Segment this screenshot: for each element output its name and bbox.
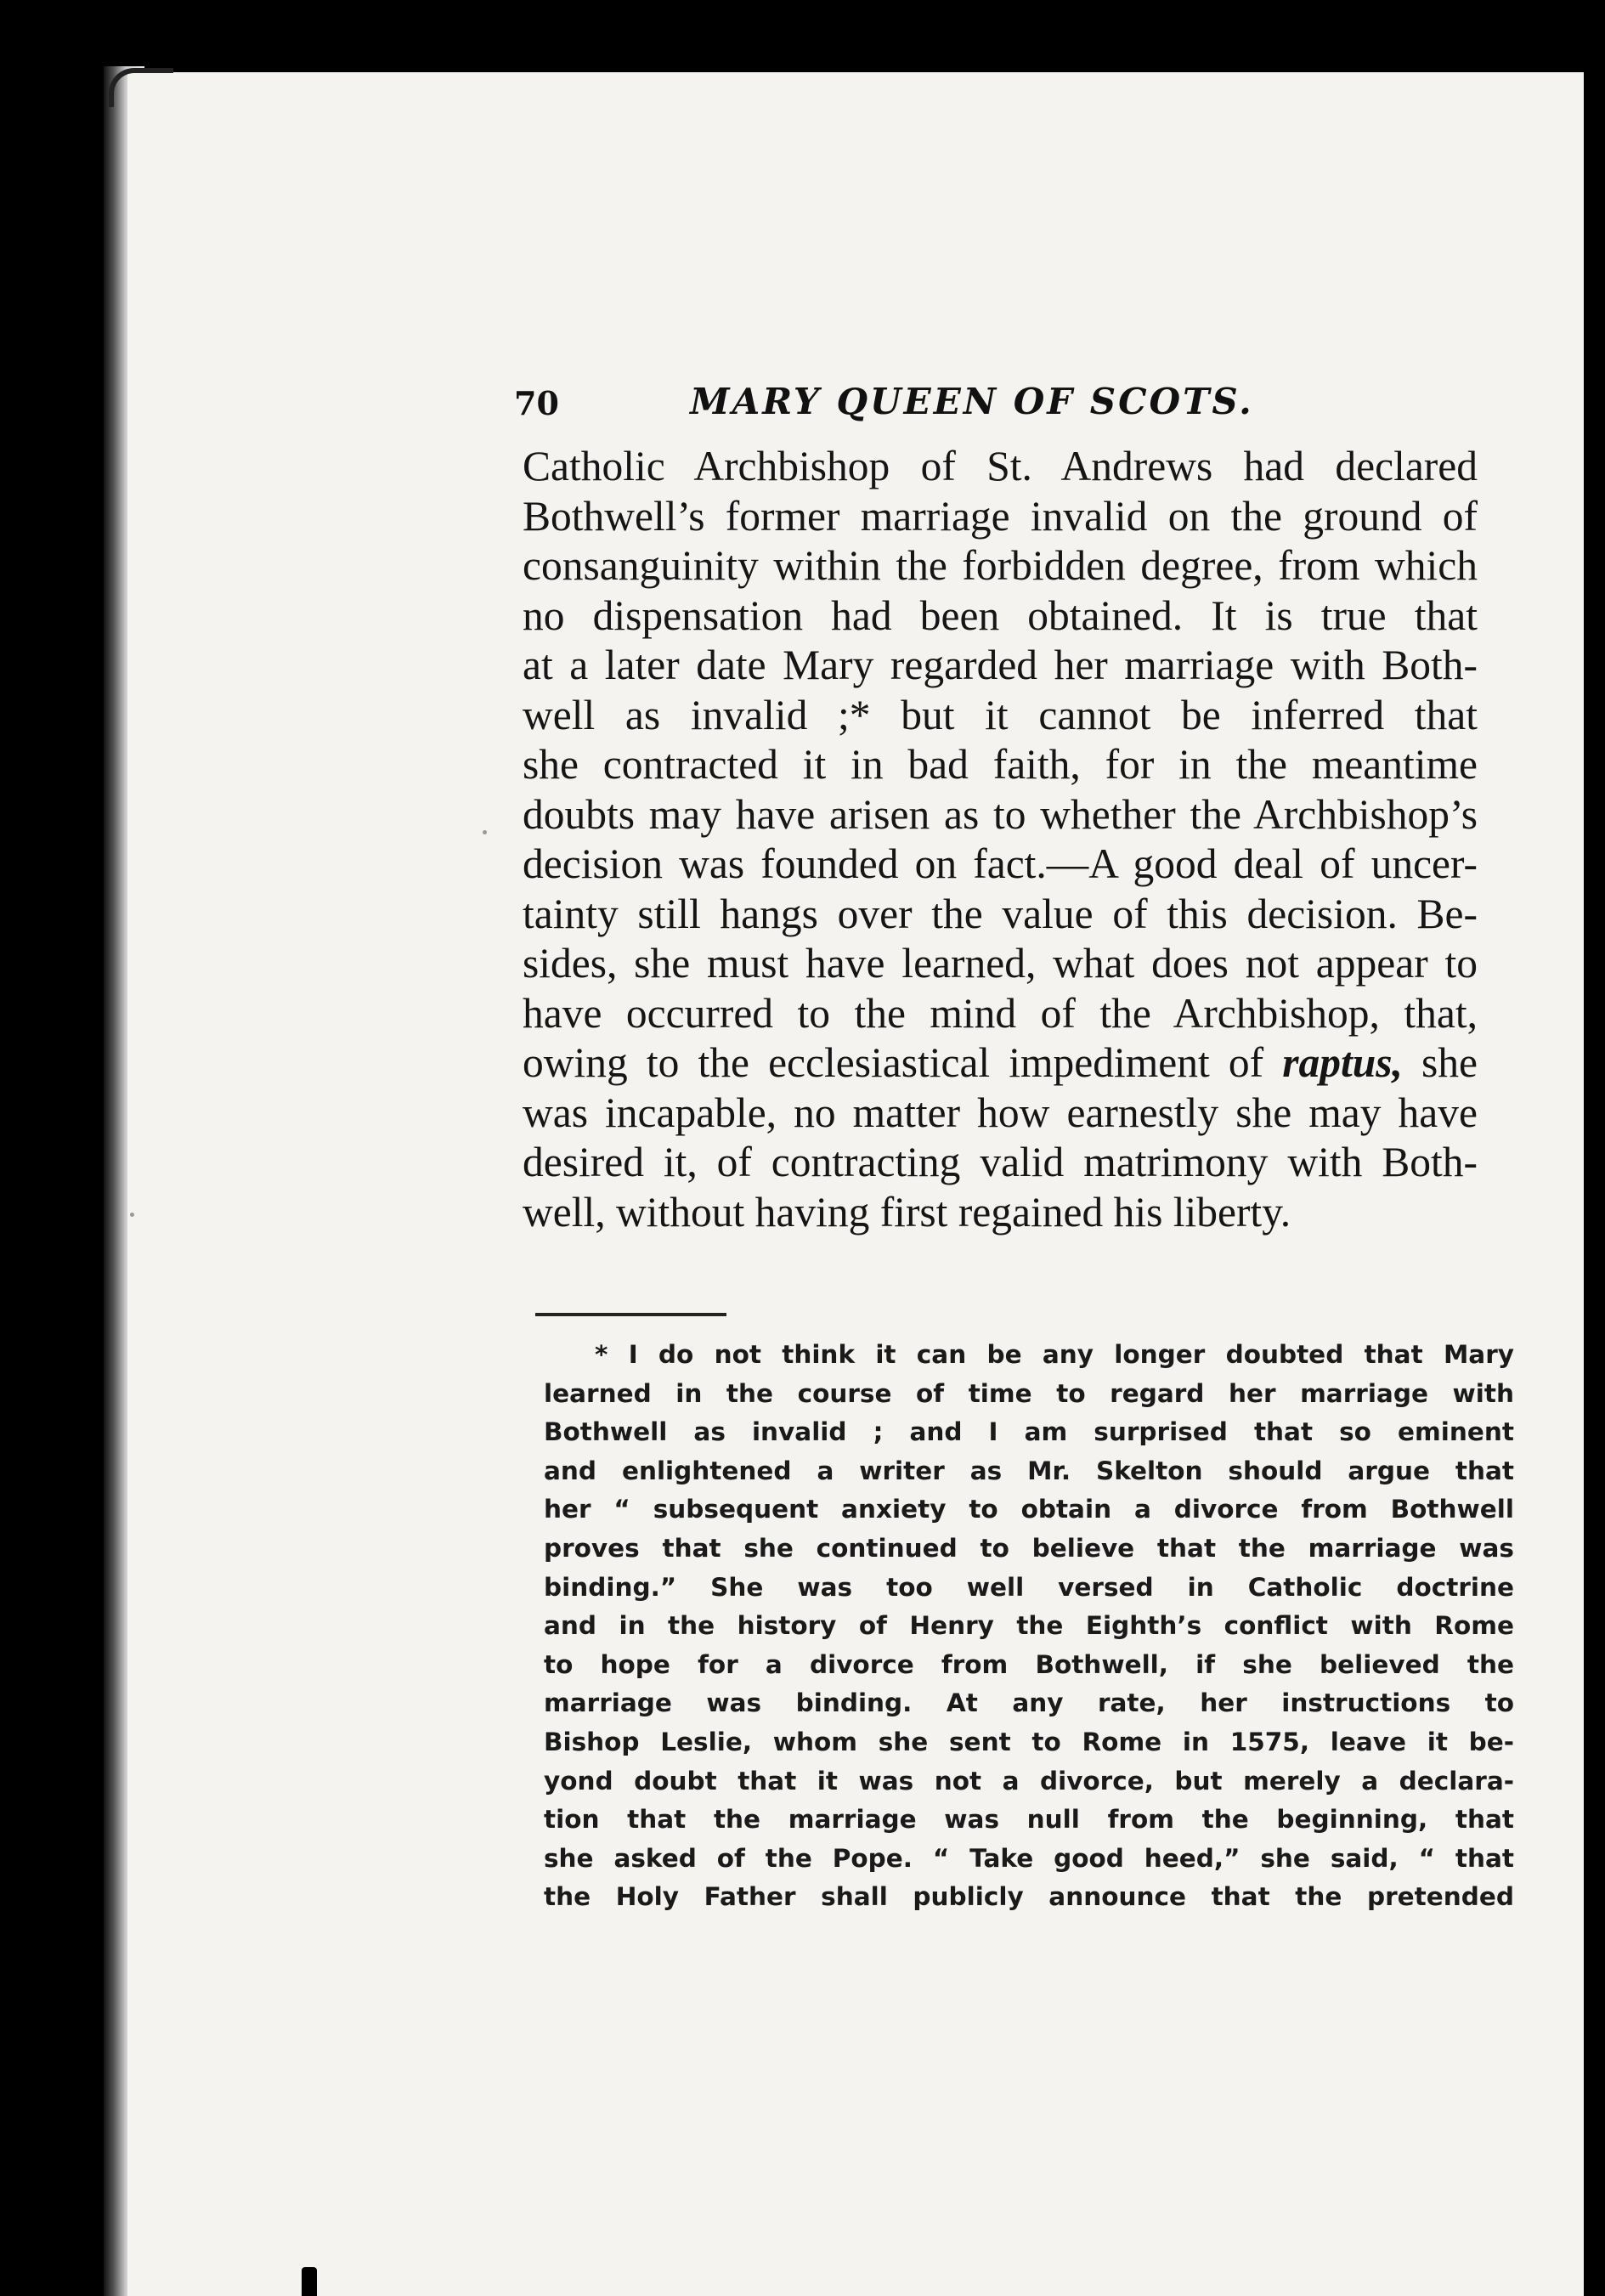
- body-line: decision was founded on fact.—A good deal of uncer-: [523, 840, 1478, 887]
- body-line: well, without having first regained his liberty.: [523, 1188, 1291, 1236]
- body-line: consanguinity within the forbidden degree, from which: [523, 542, 1478, 589]
- dust-speck: [130, 1213, 134, 1217]
- scan-artifact: [302, 2267, 317, 2296]
- page-number: 70: [514, 384, 559, 422]
- footnote-line: the Holy Father shall publicly announce that the pretended: [544, 1882, 1514, 1912]
- body-line-with-italic: [523, 1038, 1478, 1089]
- body-line: Catholic Archbishop of St. Andrews had declared: [523, 443, 1478, 489]
- body-line: was incapable, no matter how earnestly she may have: [523, 1089, 1478, 1136]
- footnote-line: her “ subsequent anxiety to obtain a divorce from Bothwell: [544, 1495, 1514, 1524]
- running-title: MARY QUEEN OF SCOTS.: [690, 381, 1254, 422]
- footnote-line: to hope for a divorce from Bothwell, if she believed the: [544, 1649, 1514, 1679]
- italic-term-raptus: raptus,: [1282, 1039, 1403, 1086]
- body-line: sides, she must have learned, what does not appear to: [523, 940, 1478, 987]
- footnote-line: * I do not think it can be any longer doubted that Mary: [595, 1340, 1514, 1369]
- body-line: Bothwell’s former marriage invalid on the ground of: [523, 492, 1478, 540]
- footnote: [544, 1336, 1514, 1917]
- body-line: she contracted it in bad faith, for in the meantime: [523, 741, 1478, 788]
- footnote-line: learned in the course of time to regard her marriage with: [544, 1378, 1514, 1408]
- body-line: at a later date Mary regarded her marriage with Both-: [523, 642, 1478, 688]
- body-line: tainty still hangs over the value of this decision. Be-: [523, 890, 1478, 937]
- page-curl: [109, 68, 173, 107]
- body-line-start: owing to the ecclesiastical impediment of: [523, 1039, 1283, 1086]
- running-head: [514, 374, 1585, 433]
- scan-border-right: [1584, 51, 1605, 2296]
- body-line: doubts may have arisen as to whether the Archbishop’s: [523, 790, 1478, 838]
- footnote-line: and enlightened a writer as Mr. Skelton should argue that: [544, 1456, 1514, 1485]
- footnote-line: marriage was binding. At any rate, her instructions to: [544, 1688, 1514, 1718]
- body-text: [523, 442, 1478, 1237]
- footnote-line: Bothwell as invalid ; and I am surprised that so eminent: [544, 1417, 1514, 1447]
- footnote-divider: [535, 1313, 726, 1316]
- body-line: desired it, of contracting valid matrimony with Both-: [523, 1139, 1478, 1185]
- footnote-line: and in the history of Henry the Eighth’s conflict with Rome: [544, 1611, 1514, 1641]
- footnote-line: proves that she continued to believe that the marriage was: [544, 1533, 1514, 1563]
- dust-speck: [483, 830, 487, 834]
- footnote-line: she asked of the Pope. “ Take good heed,” she said, “ that: [544, 1843, 1514, 1873]
- body-line-end: she: [1402, 1039, 1478, 1086]
- footnote-line: yond doubt that it was not a divorce, but merely a declara-: [544, 1766, 1514, 1796]
- footnote-line: binding.” She was too well versed in Catholic doctrine: [544, 1572, 1514, 1602]
- body-line: have occurred to the mind of the Archbishop, that,: [523, 989, 1478, 1037]
- body-line: no dispensation had been obtained. It is true that: [523, 591, 1478, 639]
- footnote-line: tion that the marriage was null from the beginning, that: [544, 1805, 1514, 1835]
- footnote-line: Bishop Leslie, whom she sent to Rome in 1575, leave it be-: [544, 1727, 1514, 1756]
- body-line: well as invalid ;* but it cannot be inferred that: [523, 691, 1478, 738]
